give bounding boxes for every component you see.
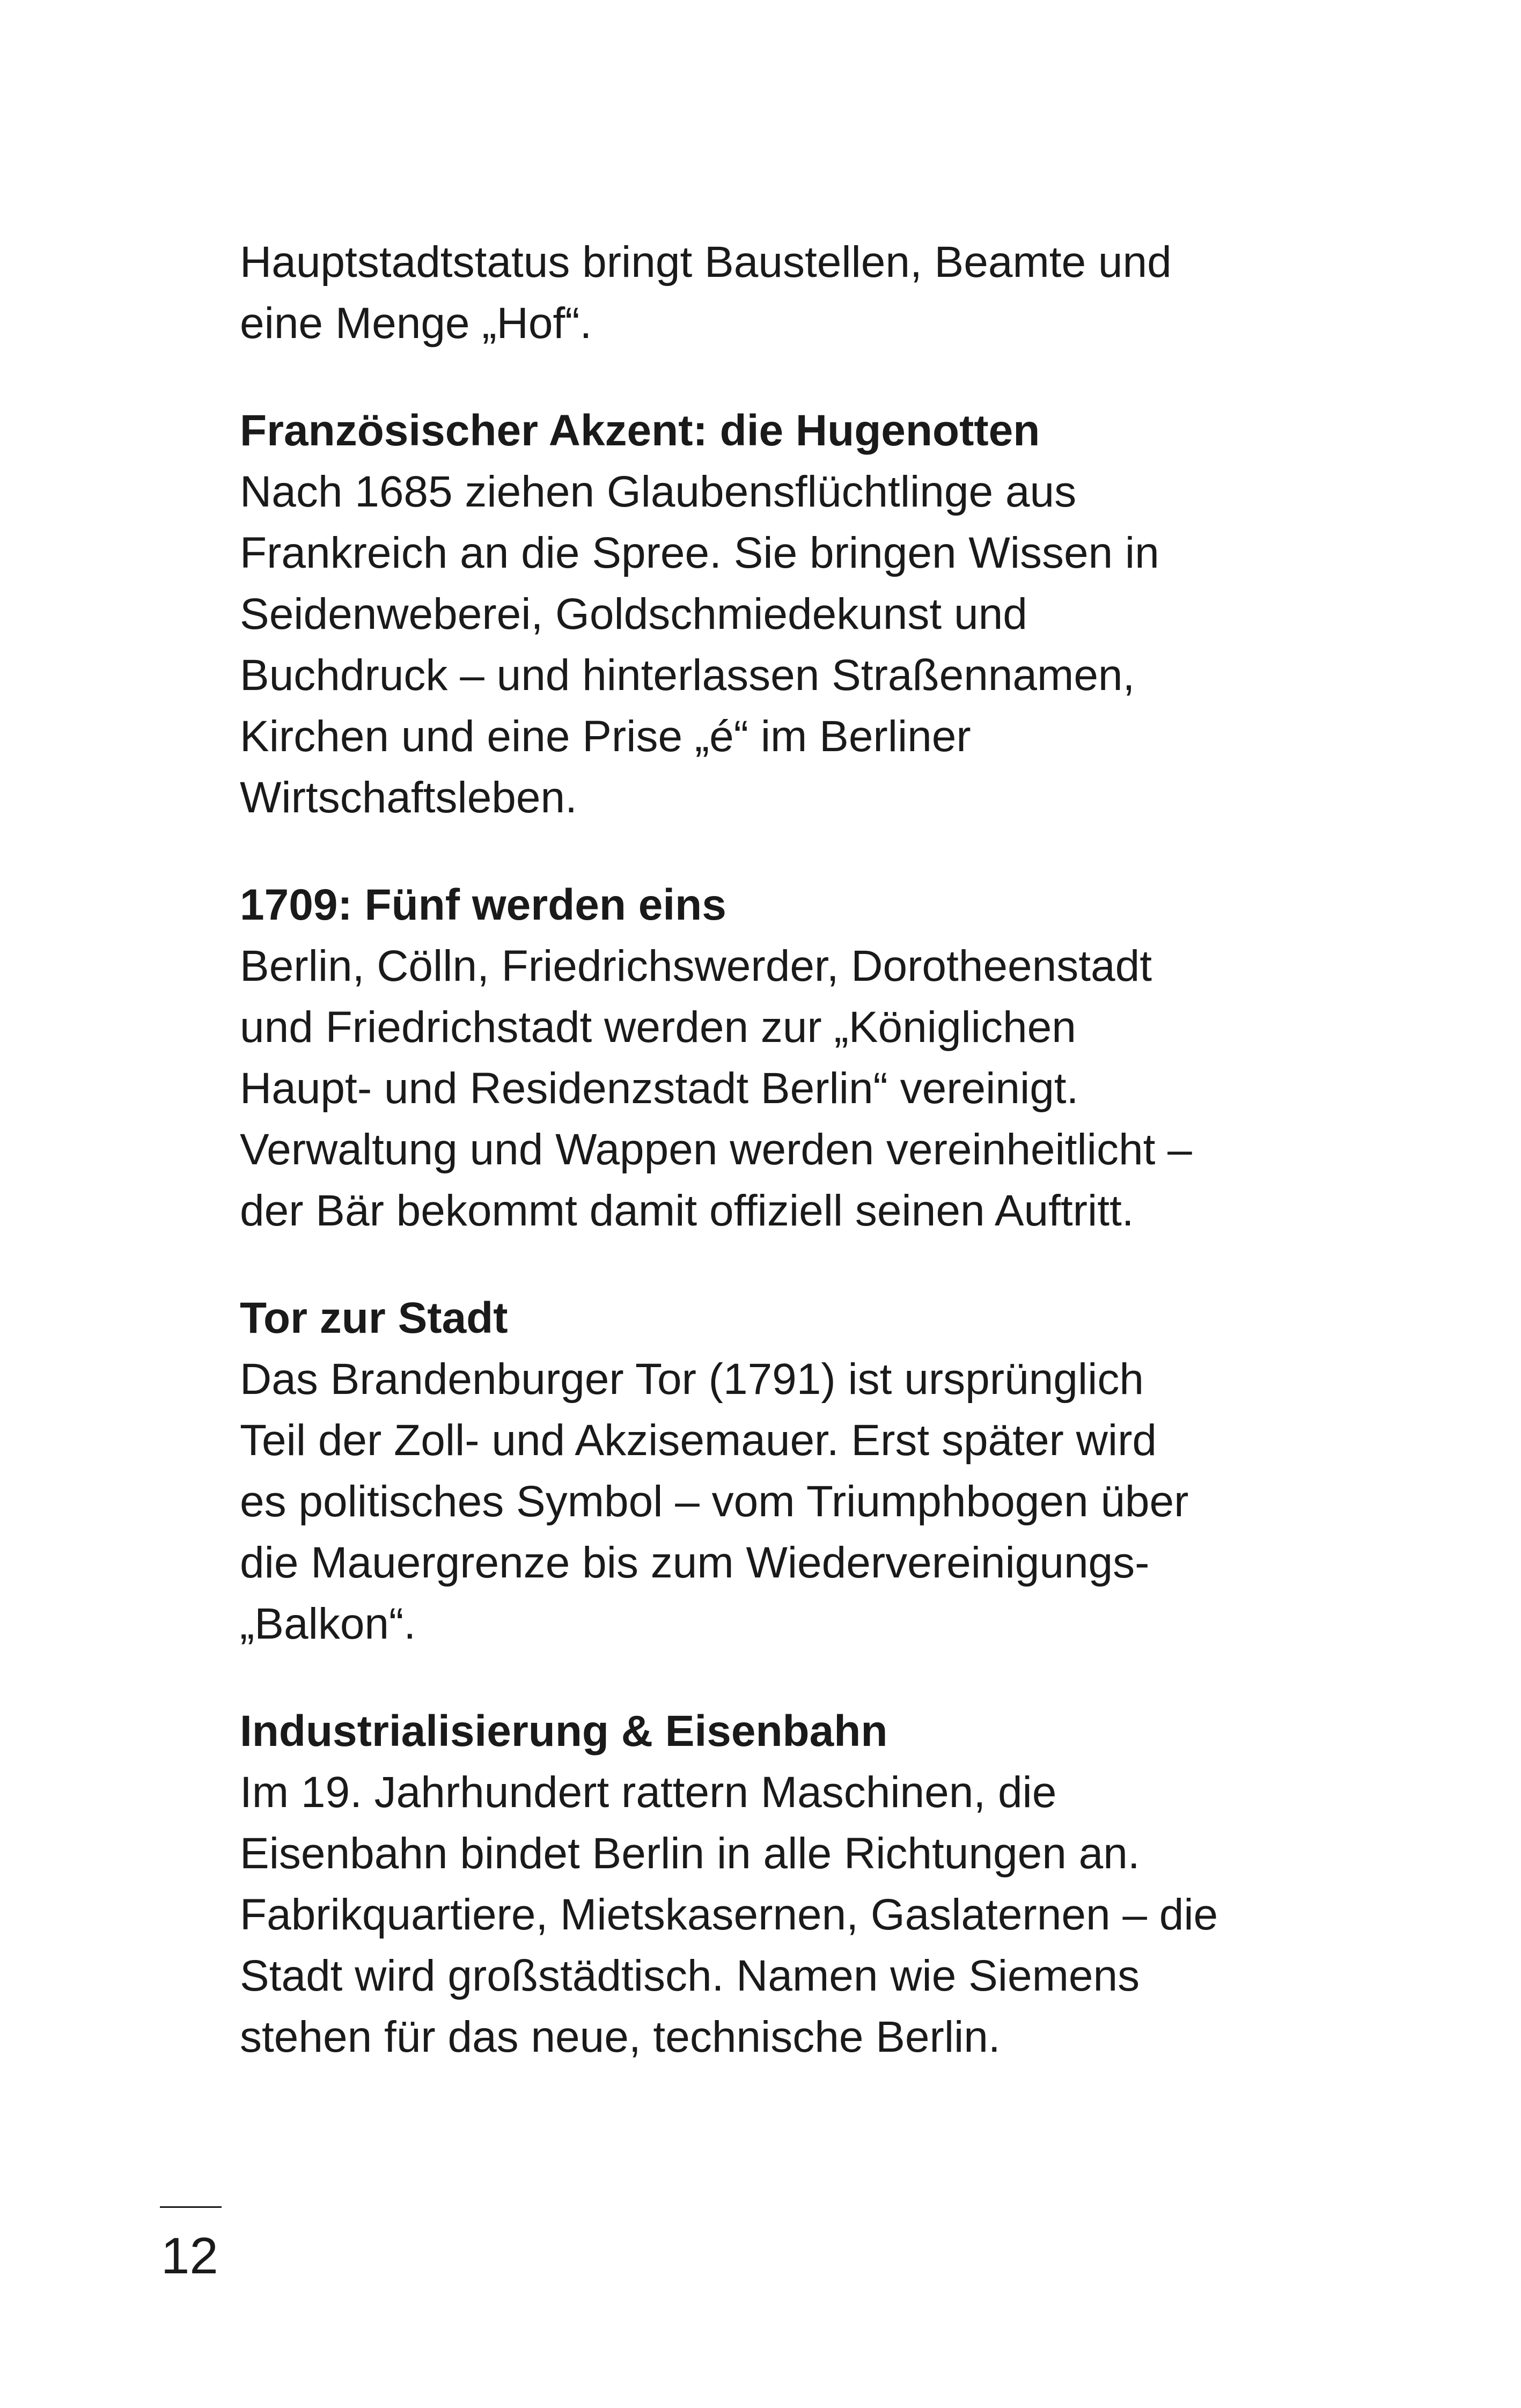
section-paragraph — [240, 936, 1270, 1242]
text-line: es politisches Symbol – vom Triumphbogen über — [240, 1477, 1189, 1526]
text-line: Teil der Zoll- und Akzisemauer. Erst später wird — [240, 1416, 1157, 1465]
text-line: Haupt- und Residenzstadt Berlin“ vereinigt. — [240, 1064, 1079, 1113]
text-line: stehen für das neue, technische Berlin. — [240, 2013, 1001, 2061]
section-tor-zur-stadt — [240, 1288, 1270, 1655]
text-line: Hauptstadtstatus bringt Baustellen, Beamte und — [240, 238, 1172, 287]
page-number: 12 — [161, 2227, 218, 2285]
section-paragraph — [240, 461, 1270, 828]
text-line: Buchdruck – und hinterlassen Straßennamen, — [240, 651, 1135, 700]
text-line: Verwaltung und Wappen werden vereinheitlicht – — [240, 1125, 1192, 1174]
page-number-rule — [160, 2206, 222, 2208]
text-line: Im 19. Jahrhundert rattern Maschinen, die — [240, 1768, 1057, 1817]
text-line: Kirchen und eine Prise „é“ im Berliner — [240, 712, 971, 761]
text-line: Das Brandenburger Tor (1791) ist ursprünglich — [240, 1355, 1144, 1404]
text-line: die Mauergrenze bis zum Wiedervereinigungs- — [240, 1538, 1150, 1587]
text-line: Seidenweberei, Goldschmiedekunst und — [240, 590, 1027, 638]
text-line: Wirtschaftsleben. — [240, 773, 577, 822]
text-line: Fabrikquartiere, Mietskasernen, Gaslaternen – die — [240, 1890, 1218, 1939]
text-line: der Bär bekommt damit offiziell seinen Auftritt. — [240, 1186, 1134, 1235]
intro-paragraph — [240, 232, 1270, 354]
section-1709 — [240, 875, 1270, 1242]
text-line: Frankreich an die Spree. Sie bringen Wissen in — [240, 528, 1159, 577]
page-body — [240, 232, 1270, 2068]
section-hugenotten — [240, 400, 1270, 828]
section-industrialisierung — [240, 1701, 1270, 2068]
section-heading: 1709: Fünf werden eins — [240, 880, 726, 929]
text-line: Berlin, Cölln, Friedrichswerder, Dorotheenstadt — [240, 942, 1152, 990]
text-line: „Balkon“. — [240, 1599, 416, 1648]
text-line: und Friedrichstadt werden zur „Königlichen — [240, 1003, 1076, 1052]
text-line: Eisenbahn bindet Berlin in alle Richtungen an. — [240, 1829, 1140, 1878]
section-heading: Tor zur Stadt — [240, 1294, 508, 1342]
section-heading: Französischer Akzent: die Hugenotten — [240, 406, 1040, 455]
section-paragraph — [240, 1349, 1270, 1655]
text-line: eine Menge „Hof“. — [240, 299, 592, 348]
text-line: Nach 1685 ziehen Glaubensflüchtlinge aus — [240, 467, 1077, 516]
section-heading: Industrialisierung & Eisenbahn — [240, 1707, 888, 1756]
text-line: Stadt wird großstädtisch. Namen wie Siemens — [240, 1951, 1140, 2000]
section-paragraph — [240, 1762, 1270, 2068]
